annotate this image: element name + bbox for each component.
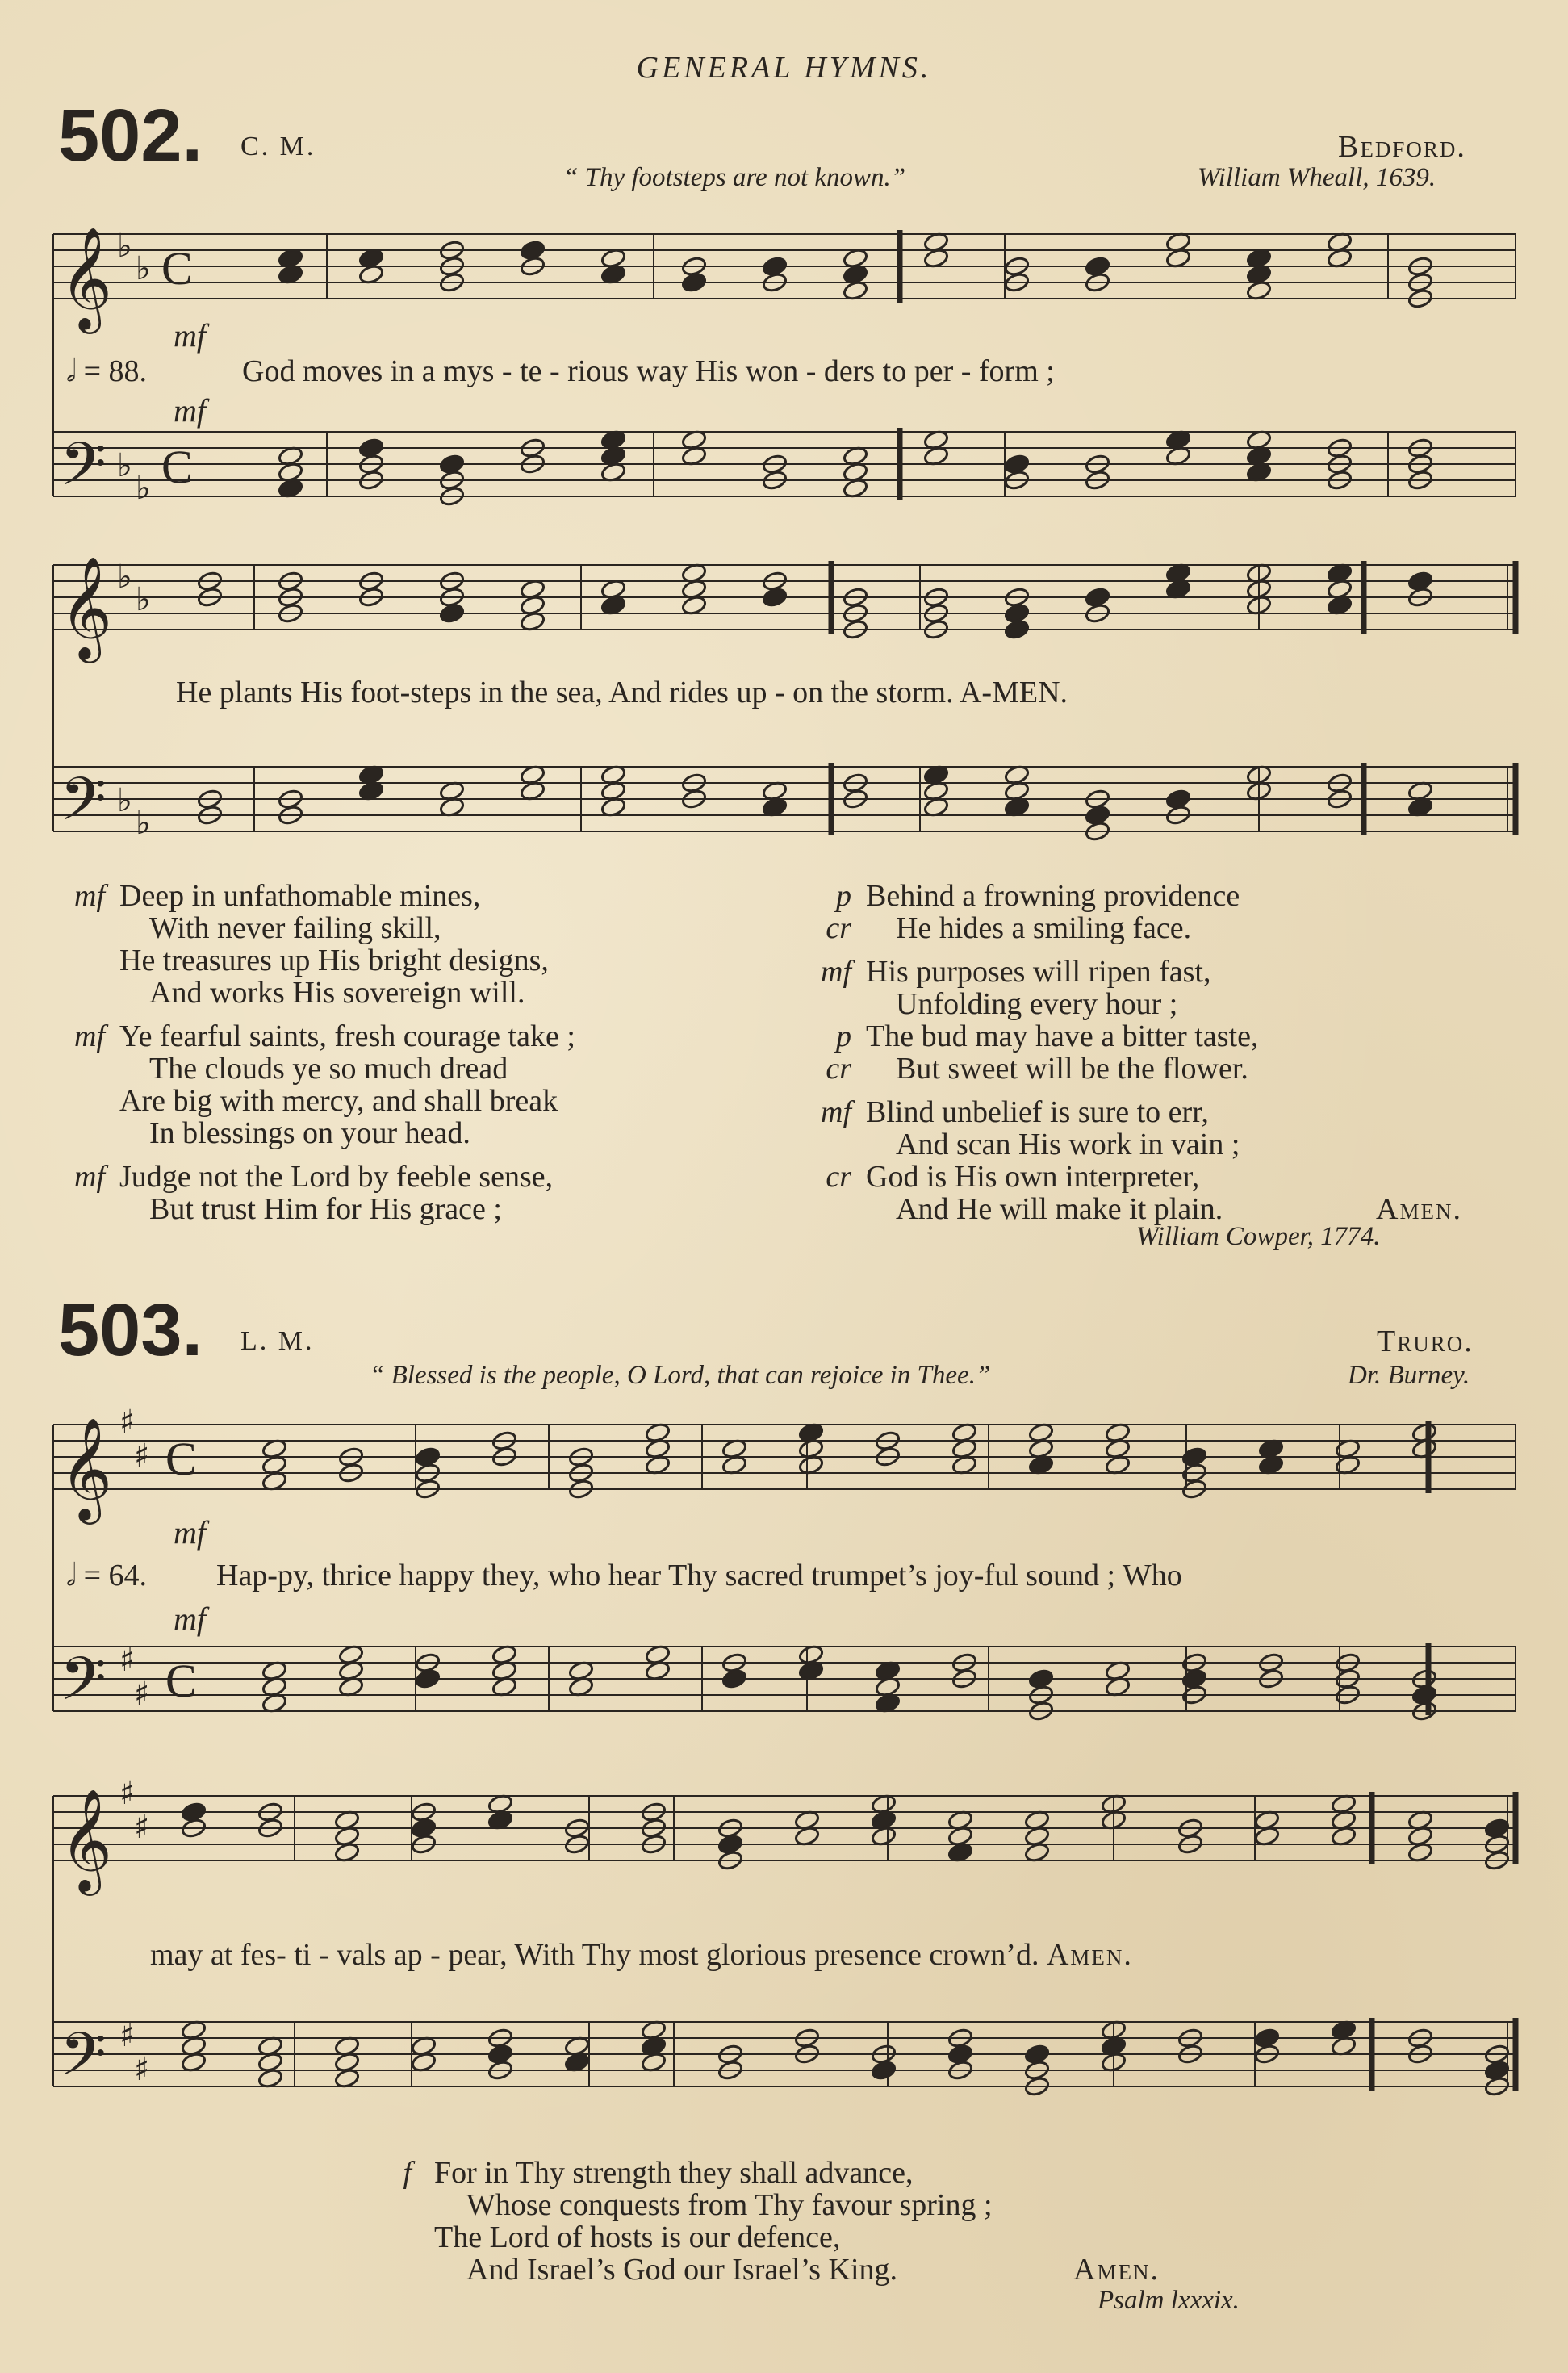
verse-line: Are big with mercy, and shall break (119, 1084, 558, 1118)
verse-line: For in Thy strength they shall advance, (434, 2156, 914, 2190)
svg-text:♯: ♯ (119, 1404, 136, 1441)
svg-text:♭: ♭ (136, 581, 151, 618)
verse-mark: mf (821, 1095, 851, 1129)
dynamic-bass: mf (174, 392, 206, 429)
svg-text:𝄞: 𝄞 (60, 226, 113, 329)
svg-text:C: C (165, 1655, 197, 1707)
verse-line: Behind a frowning providence (866, 879, 1240, 913)
dynamic-treble: mf (174, 317, 206, 354)
svg-text:♯: ♯ (134, 1809, 150, 1846)
verse-mark: f (403, 2156, 412, 2190)
verse-line: And scan His work in vain ; (896, 1128, 1240, 1161)
verse-line: The Lord of hosts is our defence, (434, 2220, 841, 2254)
verse-line: And Israel’s God our Israel’s King. (466, 2253, 898, 2287)
verse-line: And works His sovereign will. (149, 976, 525, 1010)
tempo-value: = 88. (83, 354, 148, 388)
verse-mark: mf (74, 1019, 105, 1053)
svg-text:♯: ♯ (119, 1642, 136, 1679)
hymn-attribution: Psalm lxxxix. (1098, 2286, 1240, 2315)
verse-line: Ye fearful saints, fresh courage take ; (119, 1019, 575, 1053)
note-head (871, 2060, 897, 2081)
svg-text:𝄞: 𝄞 (60, 555, 113, 659)
verse-mark: mf (74, 879, 105, 913)
hymn-number: 502. (58, 94, 203, 177)
lyrics-text: may at fes- ti - vals ap - pear, With Thy most glorious presence crown’d. (150, 1938, 1039, 1972)
verse-line: His purposes will ripen fast, (866, 955, 1211, 989)
verse-mark: cr (826, 1160, 851, 1194)
running-head: GENERAL HYMNS. (636, 51, 932, 85)
verse-mark: p (836, 879, 851, 913)
lyrics-line-2: He plants His foot-steps in the sea, And rides up - on the storm. A-MEN. (176, 676, 1068, 709)
verse-mark: mf (821, 955, 851, 989)
verse-line: The clouds ye so much dread (149, 1052, 508, 1086)
verse-amen: Amen. (1073, 2253, 1160, 2287)
verse-line: But trust Him for His grace ; (149, 1192, 502, 1226)
verse-mark: cr (826, 911, 851, 945)
svg-text:♭: ♭ (117, 228, 132, 265)
svg-text:𝄢: 𝄢 (60, 429, 107, 514)
composer: William Wheall, 1639. (1198, 163, 1436, 192)
svg-text:𝄞: 𝄞 (60, 1417, 113, 1520)
hymn-epigraph: “ Thy footsteps are not known.” (563, 163, 906, 192)
hymn-meter: C. M. (240, 132, 316, 161)
svg-text:C: C (161, 242, 193, 295)
svg-text:♯: ♯ (134, 1438, 150, 1475)
svg-text:♭: ♭ (117, 559, 132, 596)
verse-mark: p (836, 1019, 851, 1053)
verse-line: The bud may have a bitter taste, (866, 1019, 1259, 1053)
svg-text:𝄢: 𝄢 (60, 764, 107, 849)
verse-line: He hides a smiling face. (896, 911, 1192, 945)
dynamic-bass: mf (174, 1601, 206, 1637)
verse-mark: cr (826, 1052, 851, 1086)
note-head (721, 1668, 747, 1689)
svg-text:𝄢: 𝄢 (60, 2019, 107, 2104)
hymn-epigraph: “ Blessed is the people, O Lord, that can rejoice in Thee.” (370, 1361, 991, 1390)
lyrics-amen: Amen. (1046, 1938, 1133, 1972)
lyrics-line-2 (150, 1937, 1133, 1973)
verse-line: And He will make it plain. (896, 1192, 1223, 1226)
half-note-icon: 𝅗𝅥 (66, 354, 77, 388)
svg-text:𝄞: 𝄞 (60, 1788, 113, 1891)
tempo-marking (66, 1558, 147, 1593)
tune-name: Bedford. (1338, 130, 1466, 164)
verse-line: Judge not the Lord by feeble sense, (119, 1160, 554, 1194)
verse-amen: Amen. (1376, 1192, 1462, 1226)
hymn-number: 503. (58, 1289, 203, 1371)
svg-text:♭: ♭ (136, 805, 151, 842)
hymn-attribution: William Cowper, 1774. (1136, 1222, 1381, 1251)
note-head (415, 1668, 441, 1689)
tune-name: Truro. (1377, 1325, 1474, 1358)
verse-line: With never failing skill, (149, 911, 441, 945)
tempo-value: = 64. (83, 1559, 148, 1592)
svg-text:C: C (165, 1433, 197, 1485)
svg-text:𝄢: 𝄢 (60, 1644, 107, 1729)
verse-mark: mf (74, 1160, 105, 1194)
verse-line: Blind unbelief is sure to err, (866, 1095, 1209, 1129)
verse-503 (355, 2157, 1323, 2286)
verse-line: Deep in unfathomable mines, (119, 879, 481, 913)
lyrics-line-1: Hap-py, thrice happy they, who hear Thy sacred trumpet’s joy-ful sound ; Who (216, 1559, 1182, 1592)
dynamic-treble: mf (174, 1514, 206, 1551)
svg-text:♭: ♭ (136, 470, 151, 507)
svg-text:♭: ♭ (136, 250, 151, 287)
verse-line: He treasures up His bright designs, (119, 944, 549, 977)
half-note-icon: 𝅗𝅥 (66, 1559, 77, 1592)
verse-line: God is His own interpreter, (866, 1160, 1200, 1194)
svg-text:♭: ♭ (117, 447, 132, 484)
verse-line: In blessings on your head. (149, 1116, 470, 1150)
lyrics-line-1: God moves in a mys - te - rious way His won - ders to per - form ; (242, 354, 1055, 388)
svg-text:♯: ♯ (134, 2051, 150, 2088)
verse-line: But sweet will be the flower. (896, 1052, 1248, 1086)
svg-text:C: C (161, 441, 193, 493)
svg-text:♯: ♯ (119, 1775, 136, 1812)
svg-text:♭: ♭ (117, 782, 132, 819)
svg-text:♯: ♯ (134, 1676, 150, 1713)
verse-line: Unfolding every hour ; (896, 987, 1178, 1021)
svg-text:♯: ♯ (119, 2017, 136, 2054)
verse-line: Whose conquests from Thy favour spring ; (466, 2188, 993, 2222)
composer: Dr. Burney. (1348, 1361, 1470, 1390)
hymn-meter: L. M. (240, 1326, 315, 1356)
